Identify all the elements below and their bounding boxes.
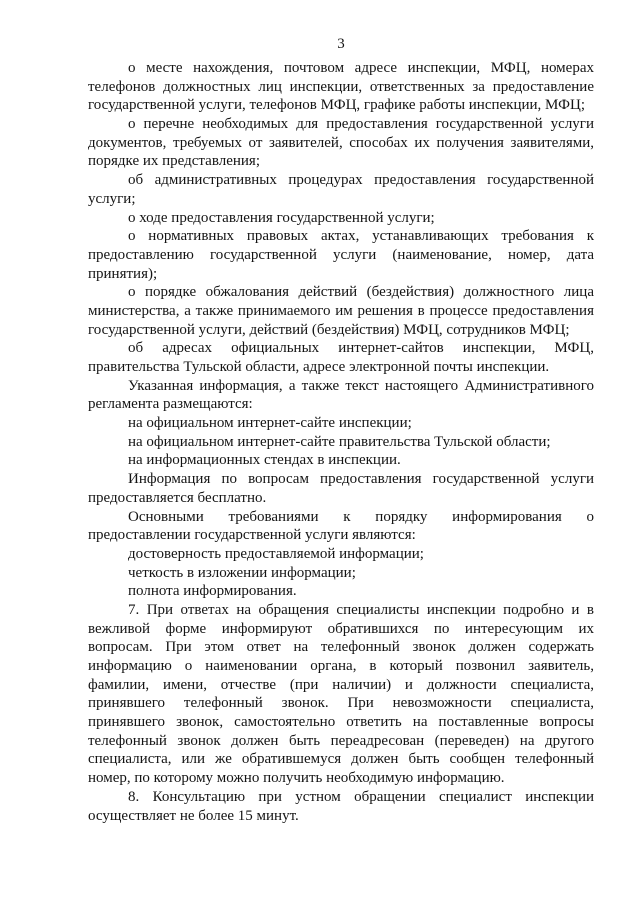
paragraph xyxy=(88,601,594,788)
paragraph-line: документов, требуемых от заявителей, способах их получения заявителями, xyxy=(88,134,594,151)
paragraph-line: о нормативных правовых актах, устанавливающих требования к xyxy=(128,228,594,245)
paragraph xyxy=(88,377,594,414)
paragraph xyxy=(88,227,594,283)
paragraph xyxy=(88,545,594,564)
paragraph-line: 8. Консультацию при устном обращении специалист инспекции xyxy=(128,788,594,805)
paragraph-line: четкость в изложении информации; xyxy=(128,564,356,581)
paragraph-line: на информационных стендах в инспекции. xyxy=(128,452,401,469)
paragraph-line: правительства Тульской области, адресе электронной почты инспекции. xyxy=(88,359,550,375)
paragraph xyxy=(88,171,594,208)
paragraph-line: достоверность предоставляемой информации; xyxy=(128,545,424,562)
paragraph-line: Информация по вопросам предоставления государственной услуги xyxy=(128,471,594,488)
paragraph xyxy=(88,283,594,339)
paragraph-line: вежливой форме информируют обратившихся по интересующим их xyxy=(88,620,594,637)
paragraph xyxy=(88,59,594,115)
paragraph-line: министерства, а также принимаемого им решения в процессе предоставления xyxy=(88,302,594,319)
paragraph-line: номер, по которому можно получить необходимую информацию. xyxy=(88,770,505,787)
paragraph xyxy=(88,470,594,507)
paragraph-line: фамилии, имени, отчестве (при наличии) и должности специалиста, xyxy=(88,676,594,693)
paragraph xyxy=(88,115,594,171)
paragraph-line: специалиста, или же обратившемуся должен быть сообщен телефонный xyxy=(88,751,594,768)
paragraph-line: государственной услуги, действий (бездействия) МФЦ, сотрудников МФЦ; xyxy=(88,321,570,338)
paragraph-line: информацию о наименовании органа, в который позвонил заявитель, xyxy=(88,658,594,674)
paragraph-line: телефонный звонок должен быть переадресован (переведен) на другого xyxy=(88,732,594,749)
paragraph xyxy=(88,339,594,376)
paragraph-line: полнота информирования. xyxy=(128,583,297,600)
paragraph-line: услуги; xyxy=(88,190,136,207)
paragraph-line: предоставляется бесплатно. xyxy=(88,489,267,506)
paragraph-line: телефонов должностных лиц инспекции, ответственных за предоставление xyxy=(88,78,594,95)
paragraph-line: о перечне необходимых для предоставления государственной услуги xyxy=(128,116,594,133)
paragraph xyxy=(88,451,594,470)
paragraph-line: на официальном интернет-сайте правительства Тульской области; xyxy=(128,433,551,450)
paragraph-line: принявшего телефонный звонок. При невозможности специалиста, xyxy=(88,695,594,712)
paragraph-line: государственной услуги, телефонов МФЦ, графике работы инспекции, МФЦ; xyxy=(88,97,586,114)
paragraph-line: регламента размещаются: xyxy=(88,396,253,413)
paragraph-line: Основными требованиями к порядку информирования о xyxy=(128,508,594,525)
paragraph xyxy=(88,209,594,228)
paragraph-line: предоставлении государственной услуги являются: xyxy=(88,527,416,544)
paragraph-line: о месте нахождения, почтовом адресе инспекции, МФЦ, номерах xyxy=(128,60,594,76)
paragraph-line: о ходе предоставления государственной услуги; xyxy=(128,209,435,226)
paragraph-line: порядке их представления; xyxy=(88,153,260,170)
paragraph-line: предоставлению государственной услуги (наименование, номер, дата xyxy=(88,246,594,263)
paragraph xyxy=(88,433,594,452)
paragraph xyxy=(88,508,594,545)
paragraph xyxy=(88,582,594,601)
paragraph-line: о порядке обжалования действий (бездействия) должностного лица xyxy=(128,284,594,301)
paragraph xyxy=(88,564,594,583)
paragraph-line: осуществляет не более 15 минут. xyxy=(88,807,299,824)
paragraph-line: об административных процедурах предоставления государственной xyxy=(128,172,594,189)
paragraph-line: принявшего звонок, самостоятельно ответить на поставленные вопросы xyxy=(88,714,594,731)
paragraph xyxy=(88,414,594,433)
paragraph-line: об адресах официальных интернет-сайтов инспекции, МФЦ, xyxy=(128,340,594,357)
page-number: 3 xyxy=(337,36,345,52)
paragraph-line: Указанная информация, а также текст настоящего Административного xyxy=(128,377,594,394)
paragraph-line: вопросам. При этом ответ на телефонный звонок должен содержать xyxy=(88,639,594,656)
paragraph xyxy=(88,788,594,825)
paragraph-line: 7. При ответах на обращения специалисты инспекции подробно и в xyxy=(128,601,594,618)
document-body xyxy=(88,59,594,825)
paragraph-line: на официальном интернет-сайте инспекции; xyxy=(128,415,412,432)
paragraph-line: принятия); xyxy=(88,265,158,282)
